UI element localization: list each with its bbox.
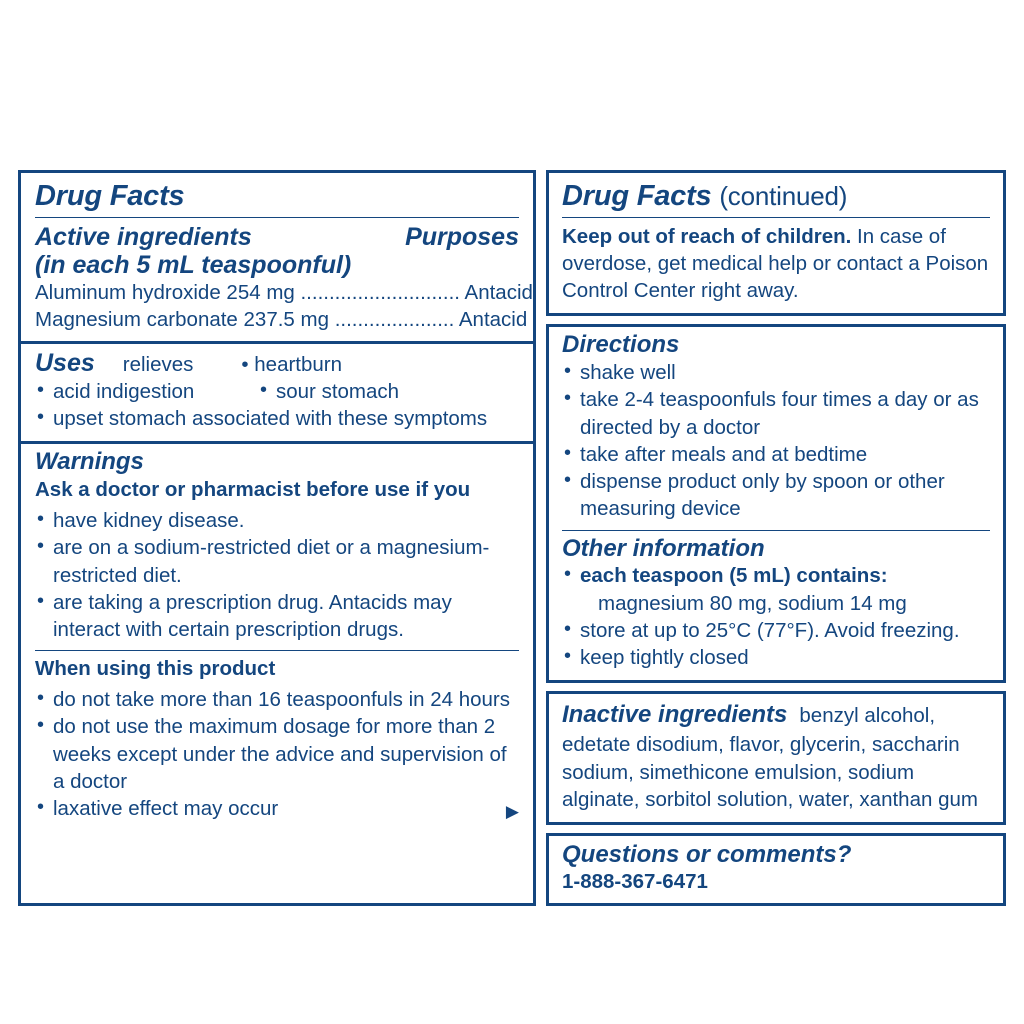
uses-header xyxy=(35,349,519,378)
section-active-ingredients xyxy=(21,173,533,344)
uses-relieves: relieves xyxy=(122,353,194,377)
other-information-bullets xyxy=(562,562,990,671)
active-ingredient-row: Aluminum hydroxide 254 mg ............................ Antacid xyxy=(35,281,533,304)
active-ingredients-heading xyxy=(35,223,351,279)
inactive-ingredients-label: Inactive ingredients xyxy=(562,701,788,729)
contains-sub: magnesium 80 mg, sodium 14 mg xyxy=(598,591,907,615)
box-inactive-ingredients xyxy=(546,691,1006,825)
page-title-text: Drug Facts xyxy=(562,180,712,212)
uses-inline-text xyxy=(123,353,342,377)
directions-title: Directions xyxy=(562,331,680,359)
active-ingredients-header xyxy=(35,223,519,279)
divider xyxy=(562,217,990,218)
list-item: • upset stomach associated with these symptoms xyxy=(35,405,519,432)
list-item: • acid indigestion xyxy=(35,378,258,405)
purposes-label: Purposes xyxy=(405,223,519,251)
section-uses xyxy=(21,344,533,444)
page-title: Drug Facts xyxy=(35,180,185,212)
list-item: • are on a sodium-restricted diet or a magnesium-restricted diet. xyxy=(35,534,519,589)
when-using-lead: When using this product xyxy=(35,657,276,681)
keep-out-rest: In case of overdose, get medical help or contact a Poison Control Center right away. xyxy=(562,225,989,303)
section-directions xyxy=(549,327,1003,680)
uses-bullet-list xyxy=(35,405,519,432)
active-ingredients-heading-line2: (in each 5 mL teaspoonful) xyxy=(35,251,352,279)
list-item: • take 2-4 teaspoonfuls four times a day or as directed by a doctor xyxy=(562,386,990,441)
uses-bullet-pair xyxy=(35,378,519,405)
ask-doctor-lead: Ask a doctor or pharmacist before use if you xyxy=(35,478,471,502)
directions-bullets xyxy=(562,359,990,523)
box-directions-other-info xyxy=(546,324,1006,683)
divider xyxy=(35,650,519,651)
list-item: • laxative effect may occur xyxy=(35,795,519,822)
divider xyxy=(35,217,519,218)
list-item: • do not take more than 16 teaspoonfuls in 24 hours xyxy=(35,686,519,713)
questions-phone[interactable]: 1-888-367-6471 xyxy=(562,870,708,894)
list-item xyxy=(562,562,990,617)
divider xyxy=(562,530,990,531)
list-item: • dispense product only by spoon or other measuring device xyxy=(562,468,990,523)
list-item: • keep tightly closed xyxy=(562,644,990,671)
contains-bold: each teaspoon (5 mL) contains: xyxy=(580,564,888,588)
list-item: • store at up to 25°C (77°F). Avoid freezing. xyxy=(562,617,990,644)
when-using-bullets xyxy=(35,686,519,822)
list-item: • do not use the maximum dosage for more than 2 weeks except under the advice and supervision of a doctor xyxy=(35,713,519,795)
list-item: • have kidney disease. xyxy=(35,507,519,534)
uses-heartburn: • heartburn xyxy=(241,353,343,377)
continue-arrow-icon: ▶ xyxy=(505,802,519,822)
ask-doctor-bullets xyxy=(35,507,519,643)
drug-facts-label xyxy=(18,170,1006,906)
drug-facts-right-panel xyxy=(546,170,1006,906)
drug-facts-left-panel xyxy=(18,170,536,906)
active-ingredients-heading-line1: Active ingredients xyxy=(35,223,252,251)
list-item: • are taking a prescription drug. Antacids may interact with certain prescription drugs. xyxy=(35,589,519,644)
box-keep-out-of-reach xyxy=(546,170,1006,316)
list-item: • sour stomach xyxy=(258,378,399,405)
list-item: • take after meals and at bedtime xyxy=(562,441,990,468)
keep-out-bold: Keep out of reach of children. xyxy=(562,225,852,248)
box-questions xyxy=(546,833,1006,906)
page-title-continued xyxy=(562,180,990,213)
active-ingredient-row: Magnesium carbonate 237.5 mg ..................... Antacid xyxy=(35,308,528,332)
questions-title: Questions or comments? xyxy=(562,841,852,869)
uses-title: Uses xyxy=(35,349,95,378)
other-information-title: Other information xyxy=(562,534,765,562)
list-item: • shake well xyxy=(562,359,990,386)
keep-out-of-reach-text xyxy=(562,223,990,304)
inactive-ingredients-text: benzyl alcohol, edetate disodium, flavor, glycerin, saccharin sodium, simethicone emulsion, sodium alginate, sorbitol solution, water, xanthan gum xyxy=(562,704,978,811)
warnings-title: Warnings xyxy=(35,447,144,475)
section-warnings xyxy=(21,444,533,829)
inactive-ingredients xyxy=(562,699,990,813)
page-title-suffix: (continued) xyxy=(719,181,848,211)
